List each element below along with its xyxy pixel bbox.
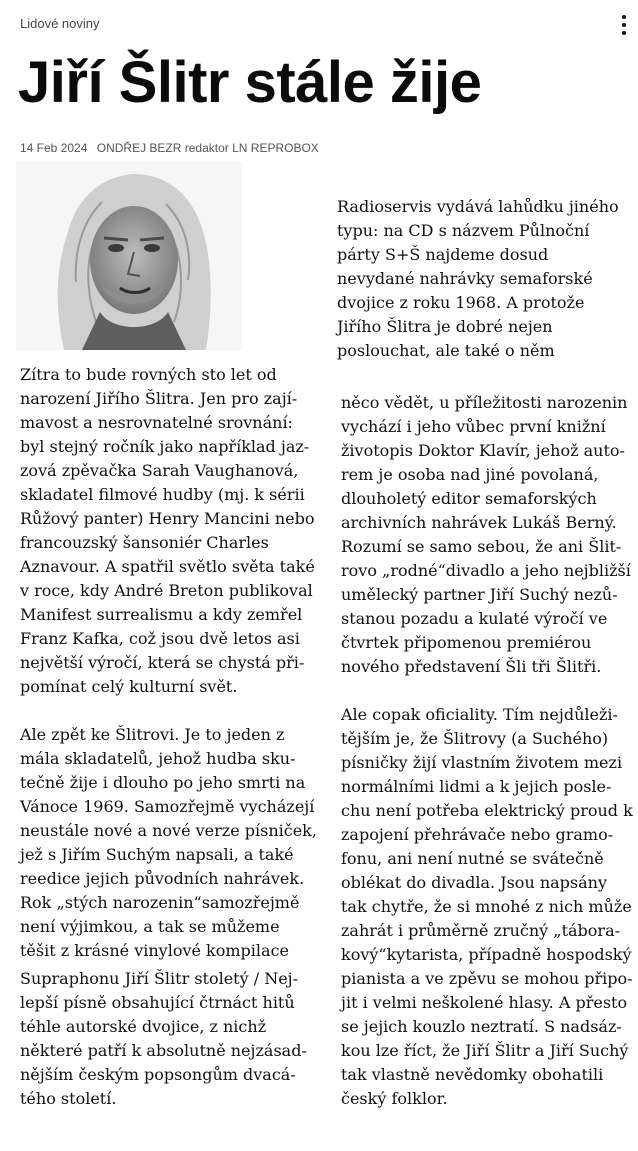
article-paragraph	[337, 195, 627, 363]
article-paragraph	[20, 967, 318, 1111]
menu-dot	[622, 31, 626, 35]
menu-dot	[622, 15, 626, 19]
paragraph-text: něco vědět, u příležitosti narozenin vychází i jeho vůbec první knižní životopis Doktor Klavír, jehož auto-rem je osoba nad jiné povolaná, dlouholetý editor semaforských archivních nahrávek Lukáš Berný. Rozumí se samo sebou, že ani Šlit-rovo „rodné“divadlo a jeho nejbližší umělecký partner Jiří Suchý nezů-stanou pozadu a kulaté výročí ve čtvrtek připomenou premiérou nového představení Šli tři Šlitři.	[341, 393, 631, 676]
article-meta	[20, 141, 319, 155]
article-byline: ONDŘEJ BEZR redaktor LN REPROBOX	[96, 141, 319, 155]
menu-dot	[622, 23, 626, 27]
article-title: Jiří Šlitr stále žije	[18, 50, 482, 115]
paragraph-text: Zítra to bude rovných sto let od narození Jiřího Šlitra. Jen pro zají-mavost a nesrovnatelné srovnání: byl stejný ročník jako například jaz-zová zpěvačka Sarah Vaughanová, skladatel filmové hudby (mj. k sérii Růžový panter) Henry Mancini nebo francouzský šansoniér Charles Aznavour. A spatřil světlo světa také v roce, kdy André Breton publikoval Manifest surrealismu a kdy zemřel Franz Kafka, což jsou dvě letos asi největší výročí, která se chystá při-pomínat celý kulturní svět.	[20, 365, 315, 696]
article-paragraph	[341, 703, 635, 1111]
portrait-photo	[16, 162, 242, 350]
paragraph-text: Supraphonu Jiří Šlitr stoletý / Nej-lepší písně obsahující čtrnáct hitů téhle autorské dvojice, z nichž některé patří k absolutně nejzásad-nějším českým popsongům dvacá-tého století.	[20, 969, 307, 1108]
publication-name: Lidové noviny	[20, 16, 100, 31]
article-date: 14 Feb 2024	[20, 141, 88, 155]
portrait-illustration	[16, 162, 242, 350]
paragraph-text: Ale copak oficiality. Tím nejdůleži-tějším je, že Šlitrovy (a Suchého) písničky žijí vlastním životem mezi normálními lidmi a k jejich posle-chu není potřeba elektrický proud k zapojení přehrávače nebo gramo-fonu, ani není nutné se svátečně oblékat do divadla. Jsou napsány tak chytře, že si mnohé z nich může zahrát i průměrně zručný „tábora-kový“kytarista, případně hospodský pianista a ve zpěvu se mohou připo-jit i velmi neškolené hlasy. A přesto se jejich kouzlo neztratí. S nadsáz-kou lze říct, že Jiří Šlitr a Jiří Suchý tak vlastně nevědomky obohatili český folklor.	[341, 705, 633, 1108]
more-options-icon[interactable]	[614, 13, 634, 37]
article-paragraph	[20, 363, 318, 699]
article-paragraph	[341, 391, 635, 679]
article-paragraph	[20, 723, 318, 963]
paragraph-text: Radioservis vydává lahůdku jiného typu: na CD s názvem Půlnoční párty S+Š najdeme dosud nevydané nahrávky semaforské dvojice z roku 1968. A protože Jiřího Šlitra je dobré nejen poslouchat, ale také o něm	[337, 197, 619, 360]
paragraph-text: Ale zpět ke Šlitrovi. Je to jeden z mála skladatelů, jehož hudba sku-tečně žije i dlouho po jeho smrti na Vánoce 1969. Samozřejmě vycházejí neustále nové a nové verze písniček, jež s Jiřím Suchým napsali, a také reedice jejich původních nahrávek. Rok „stých narozenin“samozřejmě není výjimkou, a tak se můžeme těšit z krásné vinylové kompilace	[20, 725, 317, 960]
